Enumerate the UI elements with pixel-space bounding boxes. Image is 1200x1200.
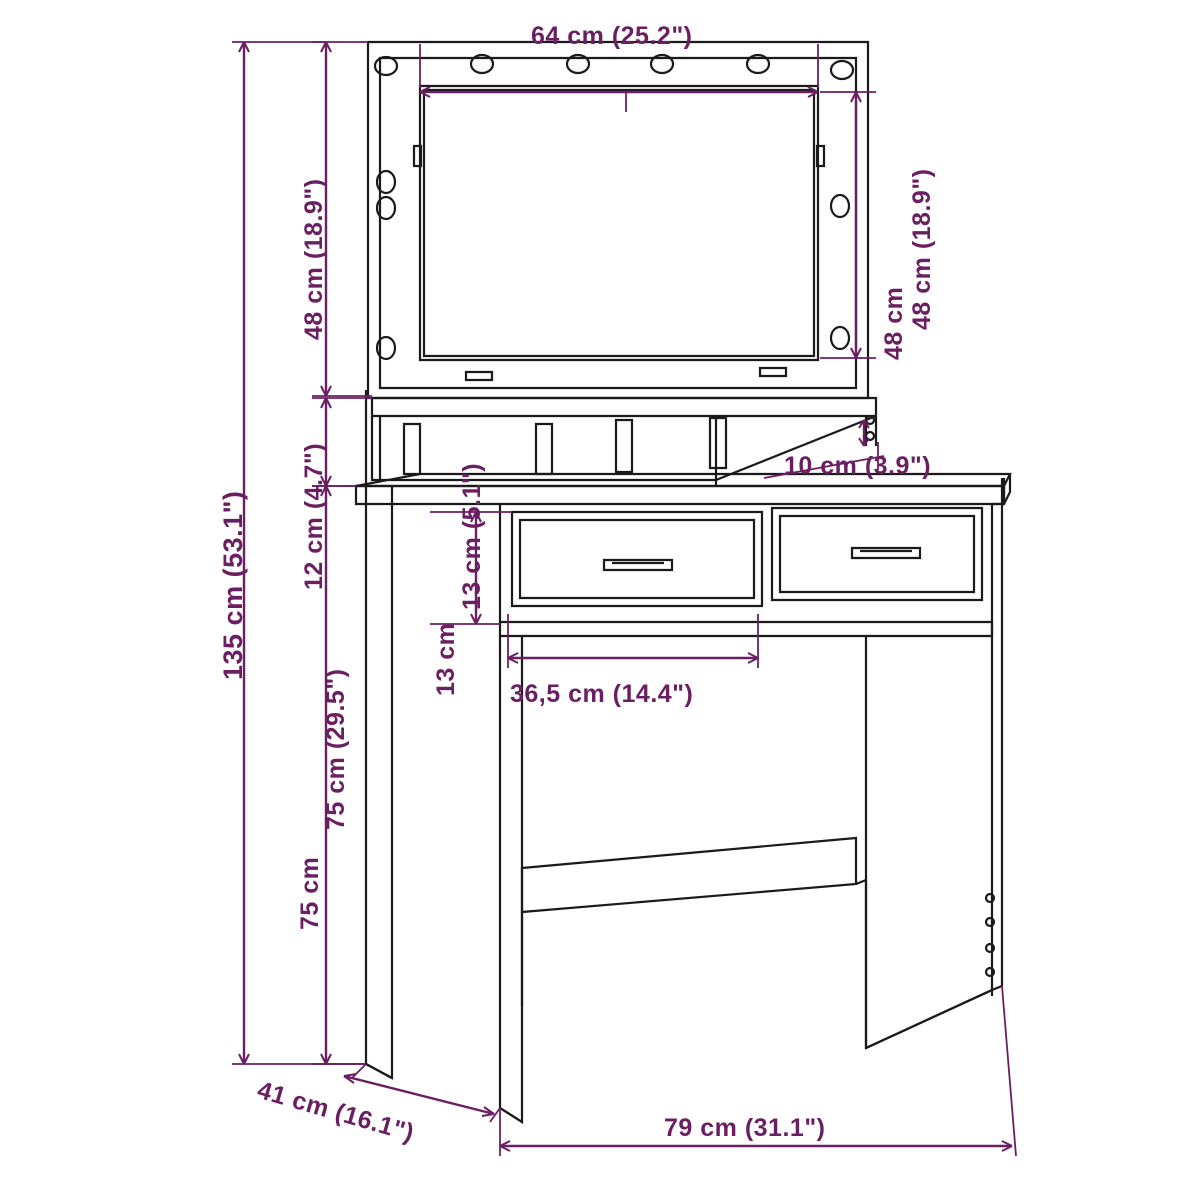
dimension-label-drawer-width: 36,5 cm (14.4") — [510, 680, 694, 708]
led-bulb — [831, 327, 849, 349]
mirror-glass — [420, 86, 818, 360]
dimension-label-shelf-depth: 10 cm (3.9") — [784, 452, 932, 480]
mirror-clip — [760, 368, 786, 376]
mirror-clip — [817, 146, 824, 166]
dimension-label-table-height-short: 75 cm — [296, 856, 324, 930]
mirror-clip — [414, 146, 421, 166]
dimension-label-drawer-height: 13 cm (5.1") — [458, 462, 486, 610]
led-bulb — [831, 195, 849, 217]
dimension-label-mirror-height-right: 48 cm (18.9") — [908, 168, 936, 330]
mirror-frame-outline — [368, 42, 868, 398]
dimension-label-width: 79 cm (31.1") — [664, 1114, 826, 1142]
dimension-label-total-height: 135 cm (53.1") — [218, 490, 248, 680]
dimension-label-shelf-height: 12 cm (4.7") — [300, 442, 328, 590]
shelf-front — [372, 416, 716, 480]
right-leg — [866, 622, 992, 1048]
left-back-panel — [366, 390, 392, 1078]
shelf-divider — [710, 418, 726, 468]
led-bulb — [375, 57, 397, 75]
dimension-label-mirror-height-left: 48 cm (18.9") — [300, 178, 328, 340]
led-bulb — [831, 61, 853, 79]
drawer-right — [772, 508, 982, 600]
drawer-handle — [604, 560, 672, 570]
shelf-divider — [616, 420, 632, 472]
shelf-top — [372, 398, 876, 416]
screw-hole — [866, 432, 874, 440]
dimension-label-mirror-height-right-short: 48 cm — [880, 286, 908, 360]
dimension-label-table-height: 75 cm (29.5") — [322, 668, 350, 830]
dimension-label-drawer-height-short: 13 cm — [432, 622, 460, 696]
drawer-housing — [500, 504, 992, 622]
dimension-label-mirror-width: 64 cm (25.2") — [531, 22, 693, 50]
mirror-clip — [466, 372, 492, 380]
dimension-label-depth: 41 cm (16.1") — [254, 1076, 418, 1148]
shelf-divider — [536, 424, 552, 474]
back-panel — [522, 838, 856, 912]
shelf-divider — [404, 424, 420, 474]
drawer-handle — [852, 548, 920, 558]
